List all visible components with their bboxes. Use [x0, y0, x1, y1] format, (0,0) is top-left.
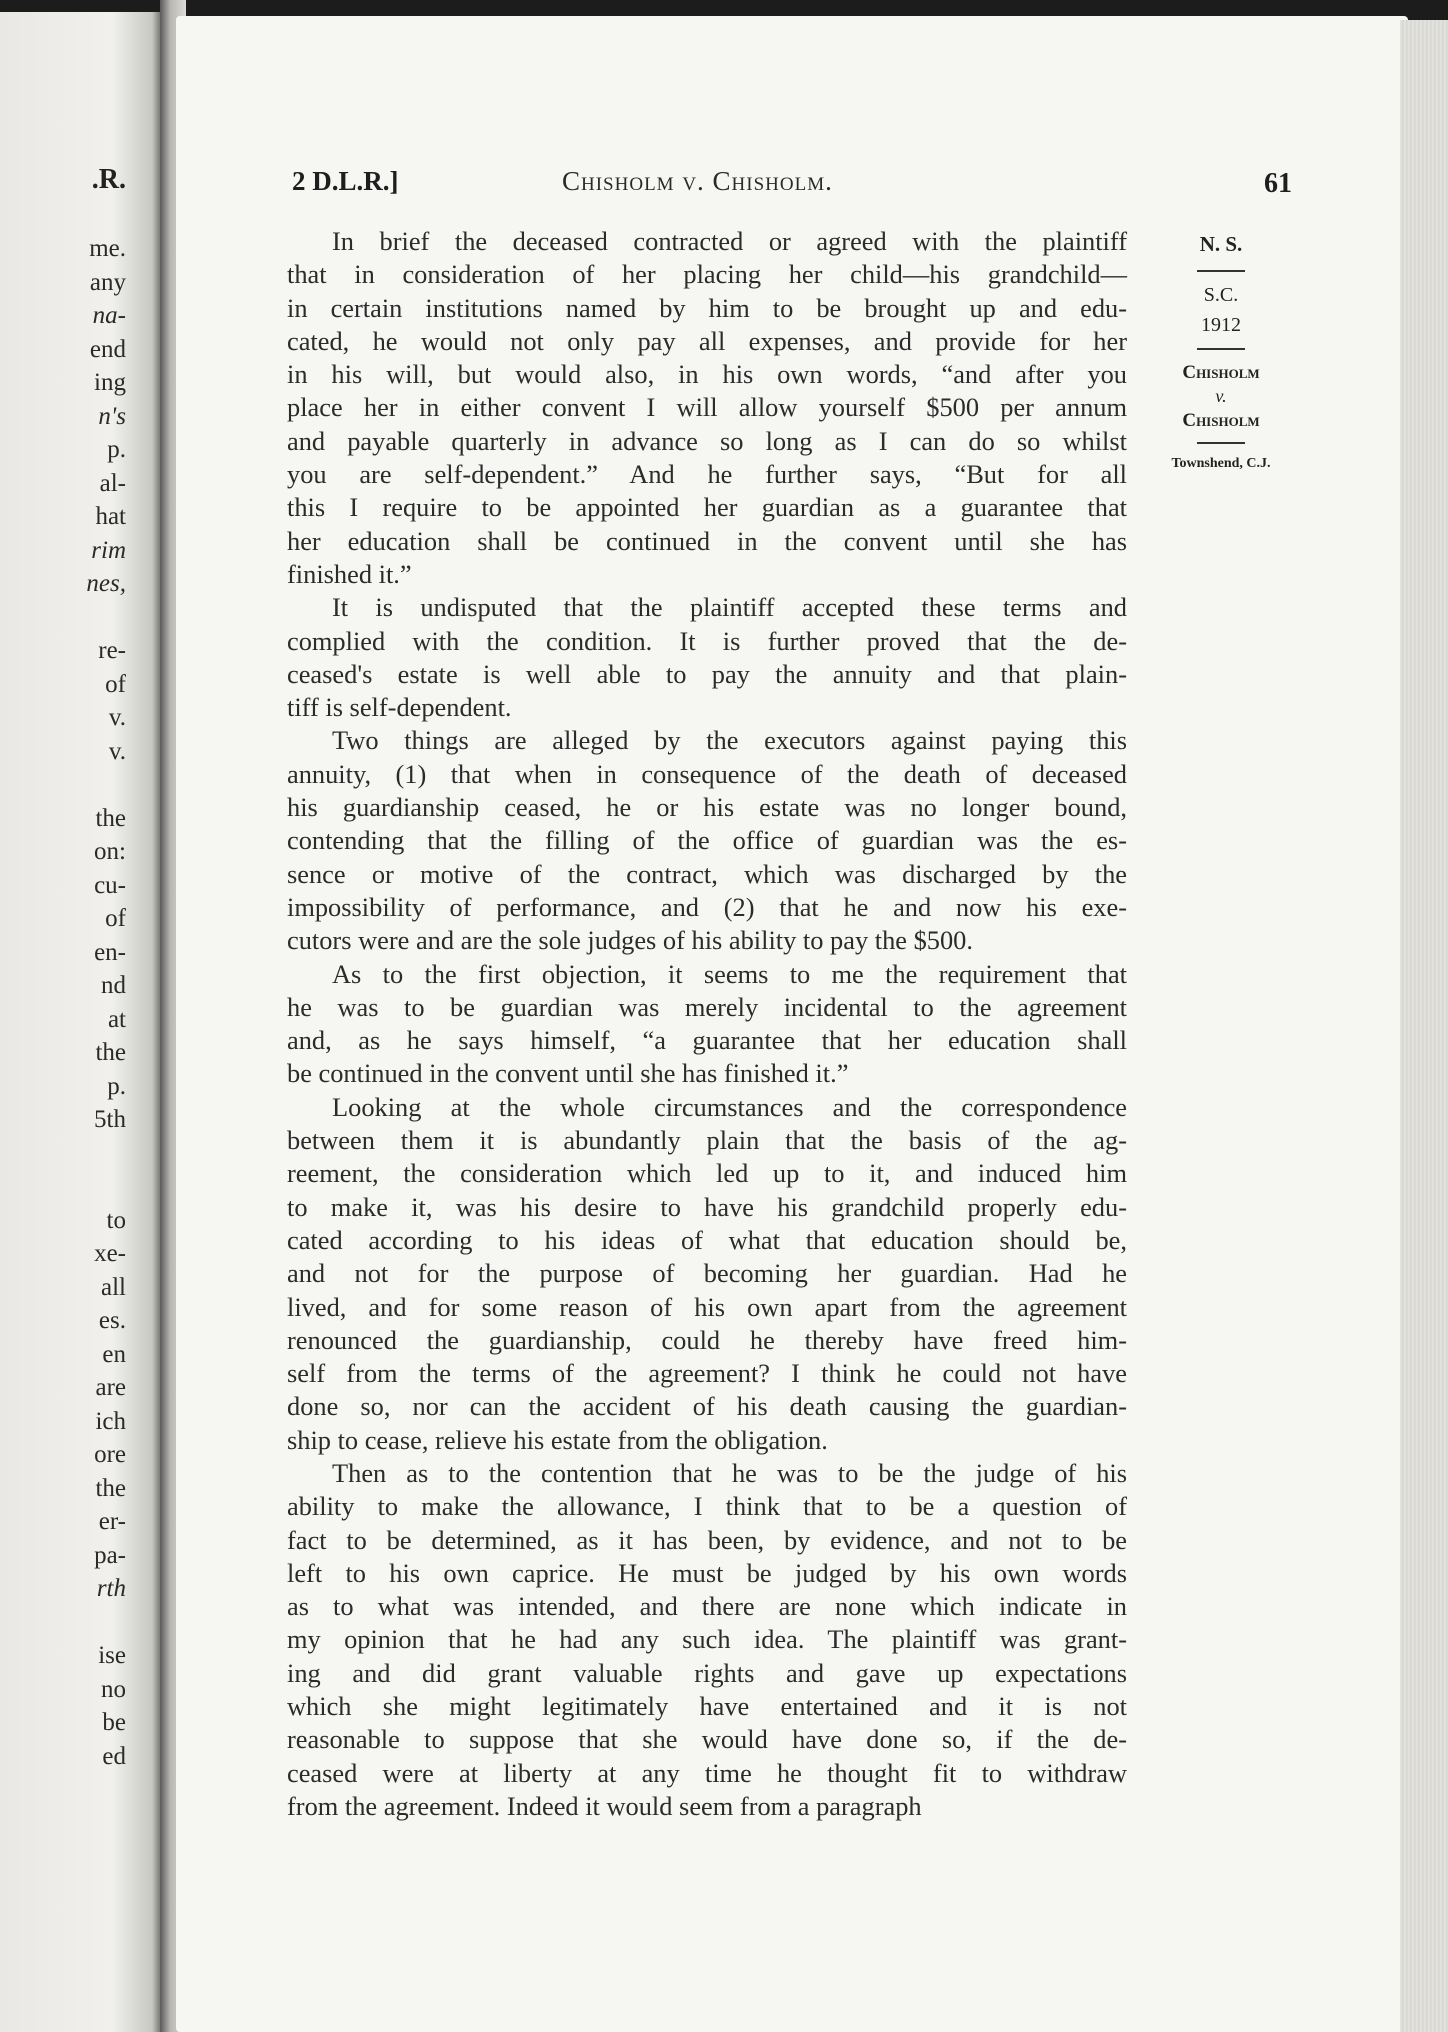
- facing-page-fragment: rth: [96, 1575, 126, 1602]
- text-line: sence or motive of the contract, which was discharged by the: [287, 858, 1127, 889]
- facing-page-fragment: v.: [108, 704, 126, 731]
- facing-page-fragment: all: [101, 1273, 126, 1301]
- facing-page: [0, 12, 160, 2032]
- facing-page-fragment: [86, 1170, 126, 1204]
- text-line: lived, and for some reason of his own apart from the agreement: [287, 1291, 1127, 1322]
- facing-page-fragment: at: [107, 1005, 126, 1033]
- text-line: ability to make the allowance, I think that to be a question of: [287, 1491, 1127, 1522]
- text-line: cated, he would not only pay all expenses, and provide for her: [287, 325, 1127, 356]
- text-line: ing and did grant valuable rights and gave up expectations: [287, 1657, 1127, 1688]
- text-line: and, as he says himself, “a guarantee that her education shall: [287, 1025, 1127, 1056]
- facing-page-fragment: the: [95, 1474, 126, 1502]
- facing-page-fragment: es.: [98, 1307, 126, 1334]
- text-line: It is undisputed that the plaintiff accepted these terms and: [332, 592, 1127, 623]
- text-line: In brief the deceased contracted or agreed with the plaintiff: [332, 226, 1127, 256]
- text-line: finished it.”: [287, 558, 412, 589]
- facing-page-fragment: ich: [95, 1407, 126, 1435]
- facing-page-fragment: p.: [107, 436, 126, 463]
- text-line: fact to be determined, as it has been, by evidence, and not to be: [287, 1524, 1127, 1555]
- facing-page-fragment: na-: [92, 302, 126, 329]
- margin-divider: [1197, 348, 1245, 350]
- facing-page-fragment: on:: [94, 838, 126, 865]
- text-line: his guardianship ceased, he or his estate was no longer bound,: [287, 792, 1127, 823]
- judgment-text: [287, 225, 1127, 1823]
- facing-page-fragment: to: [106, 1206, 126, 1234]
- text-line: tiff is self-dependent.: [287, 692, 512, 723]
- page-edges: [1400, 20, 1448, 2032]
- margin-divider: [1197, 442, 1245, 444]
- text-line: ceased's estate is well able to pay the annuity and that plain-: [287, 658, 1127, 689]
- facing-page-fragment: are: [95, 1374, 126, 1401]
- court-label: S.C.: [1203, 284, 1239, 306]
- facing-page-fragment: ore: [94, 1441, 126, 1468]
- facing-page-fragment: en: [102, 1340, 126, 1368]
- text-line: and not for the purpose of becoming her guardian. Had he: [287, 1258, 1127, 1289]
- text-line: ceased were at liberty at any time he thought fit to withdraw: [287, 1757, 1127, 1788]
- facing-page-fragment: pa-: [94, 1541, 126, 1569]
- facing-page-fragment: be: [102, 1709, 126, 1736]
- facing-page-fragment: cu-: [94, 871, 126, 899]
- facing-page-fragment: ing: [94, 369, 126, 396]
- text-line: in his will, but would also, in his own words, “and after you: [287, 359, 1127, 390]
- case-title: Chisholm v. Chisholm.: [562, 166, 833, 196]
- text-line: that in consideration of her placing her child—his grandchild—: [287, 259, 1127, 290]
- facing-page-fragment: re-: [98, 637, 126, 664]
- facing-page-fragment: 5th: [94, 1106, 126, 1133]
- facing-page-fragment: hat: [95, 503, 126, 530]
- text-line: place her in either convent I will allow yourself $500 per annum: [287, 392, 1127, 423]
- facing-page-fragment: al-: [99, 469, 126, 497]
- text-line: Two things are alleged by the executors against paying this: [332, 725, 1127, 756]
- versus-label: v.: [1215, 386, 1227, 406]
- facing-page-fragment: rim: [91, 536, 126, 564]
- facing-page-text-fragments: [86, 232, 126, 1773]
- party-name: Chisholm: [1182, 410, 1260, 431]
- facing-page-fragment: no: [101, 1675, 126, 1703]
- party-name: Chisholm: [1182, 362, 1260, 383]
- text-line: my opinion that he had any such idea. The plaintiff was grant-: [287, 1624, 1127, 1655]
- text-line: ship to cease, relieve his estate from the obligation.: [287, 1424, 828, 1455]
- text-line: in certain institutions named by him to be brought up and edu-: [287, 292, 1127, 323]
- margin-note: [1146, 232, 1296, 472]
- text-line: complied with the condition. It is further proved that the de-: [287, 625, 1127, 656]
- province-label: N. S.: [1199, 232, 1243, 256]
- facing-page-fragment: the: [95, 804, 126, 832]
- facing-page-fragment: p.: [107, 1072, 126, 1100]
- facing-page-header: .R.: [91, 164, 126, 195]
- margin-divider: [1197, 270, 1245, 272]
- volume-reference: 2 D.L.R.]: [292, 166, 399, 196]
- text-line: reement, the consideration which led up to it, and induced him: [287, 1158, 1127, 1189]
- text-line: impossibility of performance, and (2) that he and now his exe-: [287, 891, 1127, 922]
- facing-page-fragment: en-: [94, 938, 126, 966]
- facing-page-fragment: of: [105, 905, 126, 932]
- text-line: done so, nor can the accident of his death causing the guardian-: [287, 1391, 1127, 1422]
- text-line: from the agreement. Indeed it would seem from a paragraph: [287, 1790, 922, 1821]
- text-line: be continued in the convent until she has finished it.”: [287, 1058, 849, 1089]
- text-line: between them it is abundantly plain that the basis of the ag-: [287, 1125, 1127, 1156]
- facing-page-fragment: er-: [98, 1508, 126, 1535]
- facing-page-fragment: ise: [98, 1642, 126, 1669]
- judge-label: Townshend, C.J.: [1171, 456, 1271, 471]
- text-line: self from the terms of the agreement? I think he could not have: [287, 1358, 1127, 1389]
- facing-page-fragment: xe-: [94, 1240, 126, 1267]
- facing-page-fragment: any: [89, 268, 126, 296]
- text-line: reasonable to suppose that she would have done so, if the de-: [287, 1724, 1127, 1755]
- facing-page-fragment: nd: [101, 972, 126, 999]
- text-line: he was to be guardian was merely incidental to the agreement: [287, 991, 1127, 1022]
- facing-page-fragment: nes,: [86, 570, 126, 597]
- facing-page-fragment: end: [89, 335, 126, 363]
- text-line: and payable quarterly in advance so long as I can do so whilst: [287, 425, 1127, 456]
- facing-page-fragment: of: [105, 670, 126, 698]
- running-head: [292, 166, 1292, 206]
- text-line: you are self-dependent.” And he further says, “But for all: [287, 459, 1127, 490]
- text-line: cutors were and are the sole judges of his ability to pay the $500.: [287, 925, 973, 956]
- facing-page-fragment: [86, 1137, 126, 1171]
- text-line: renounced the guardianship, could he thereby have freed him-: [287, 1324, 1127, 1355]
- text-line: left to his own caprice. He must be judged by his own words: [287, 1557, 1127, 1588]
- facing-page-fragment: me.: [89, 235, 126, 262]
- facing-page-fragment: ed: [102, 1742, 126, 1770]
- text-line: cated according to his ideas of what that education should be,: [287, 1224, 1127, 1255]
- text-line: as to what was intended, and there are none which indicate in: [287, 1591, 1127, 1622]
- facing-page-fragment: [86, 601, 126, 635]
- text-line: Looking at the whole circumstances and the correspondence: [332, 1091, 1127, 1122]
- text-line: As to the first objection, it seems to me the requirement that: [332, 958, 1127, 989]
- page-number: 61: [1264, 168, 1292, 199]
- text-line: this I require to be appointed her guardian as a guarantee that: [287, 492, 1127, 523]
- text-line: to make it, was his desire to have his grandchild properly edu-: [287, 1191, 1127, 1222]
- facing-page-fragment: v.: [108, 737, 126, 765]
- year-label: 1912: [1201, 314, 1241, 336]
- text-line: which she might legitimately have entertained and it is not: [287, 1691, 1127, 1722]
- text-line: Then as to the contention that he was to be the judge of his: [332, 1457, 1127, 1488]
- facing-page-fragment: [86, 1606, 126, 1640]
- text-line: contending that the filling of the office of guardian was the es-: [287, 825, 1127, 856]
- text-line: annuity, (1) that when in consequence of the death of deceased: [287, 758, 1127, 789]
- facing-page-fragment: [86, 768, 126, 802]
- text-line: her education shall be continued in the convent until she has: [287, 525, 1127, 556]
- facing-page-fragment: n's: [98, 402, 126, 430]
- facing-page-fragment: the: [95, 1039, 126, 1066]
